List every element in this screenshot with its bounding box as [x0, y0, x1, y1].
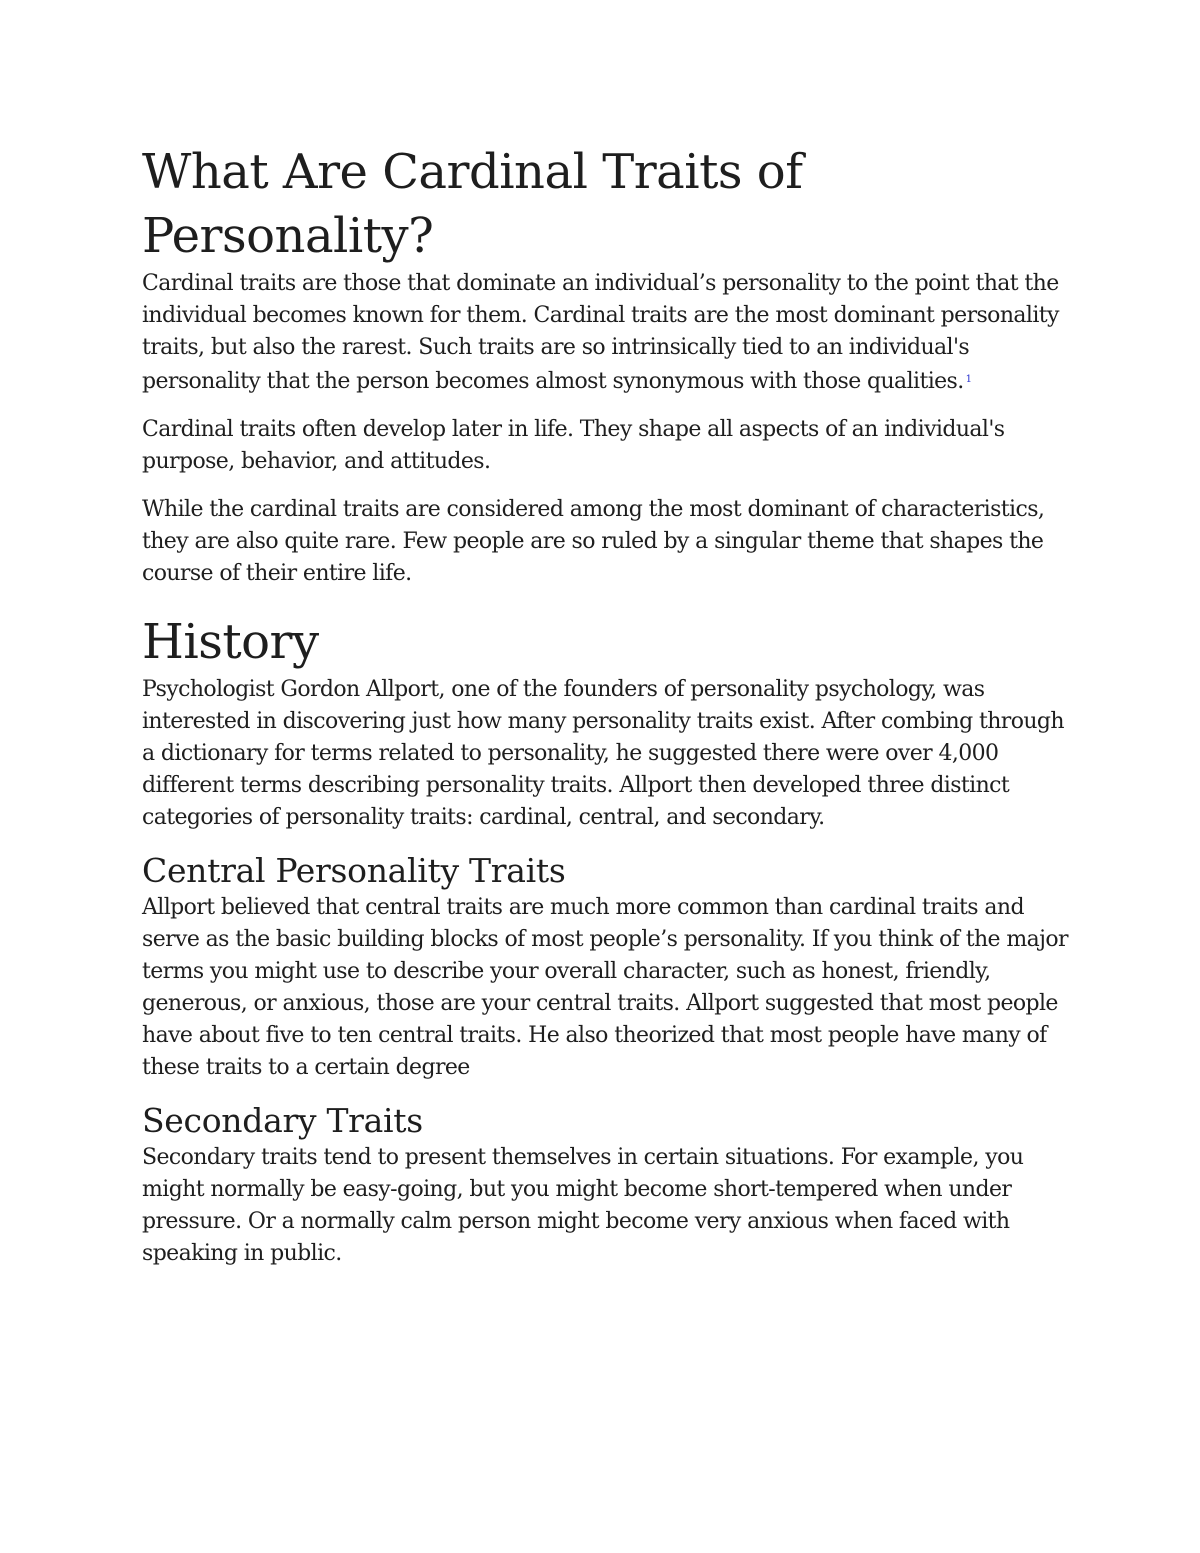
- footnote-link[interactable]: 1: [965, 374, 972, 385]
- intro-paragraph-1: [142, 268, 1072, 398]
- secondary-traits-heading: Secondary Traits: [142, 1101, 423, 1140]
- history-heading: History: [142, 614, 319, 670]
- secondary-traits-paragraph: Secondary traits tend to present themselves in certain situations. For example, you might normally be easy-going, but you might become short-tempered when under pressure. Or a normally calm person might become very anxious when faced with speaking in public.: [142, 1145, 1024, 1266]
- intro-paragraph-3: While the cardinal traits are considered among the most dominant of characteristics, they are also quite rare. Few people are so ruled by a singular theme that shapes the course of their entire life.: [142, 497, 1045, 586]
- central-traits-heading: Central Personality Traits: [142, 851, 566, 890]
- intro-paragraph-2: Cardinal traits often develop later in life. They shape all aspects of an individual's purpose, behavior, and attitudes.: [142, 417, 1005, 474]
- page-title: What Are Cardinal Traits of Personality?: [142, 144, 803, 264]
- intro-paragraph-1-text: Cardinal traits are those that dominate an individual’s personality to the point that the individual becomes known for them. Cardinal traits are the most dominant personality traits, but also the rarest. Such traits are so intrinsically tied to an individual's personality that the person becomes almost synonymous with those qualities.: [142, 271, 1059, 394]
- document-page: [142, 140, 1072, 1270]
- history-paragraph: Psychologist Gordon Allport, one of the founders of personality psychology, was interested in discovering just how many personality traits exist. After combing through a dictionary for terms related to personality, he suggested there were over 4,000 different terms describing personality traits. Allport then developed three distinct categories of personality traits: cardinal, central, and secondary.: [142, 677, 1064, 830]
- central-traits-paragraph: Allport believed that central traits are much more common than cardinal traits and serve as the basic building blocks of most people’s personality. If you think of the major terms you might use to describe your overall character, such as honest, friendly, generous, or anxious, those are your central traits. Allport suggested that most people have about five to ten central traits. He also theorized that most people have many of these traits to a certain degree: [142, 895, 1068, 1080]
